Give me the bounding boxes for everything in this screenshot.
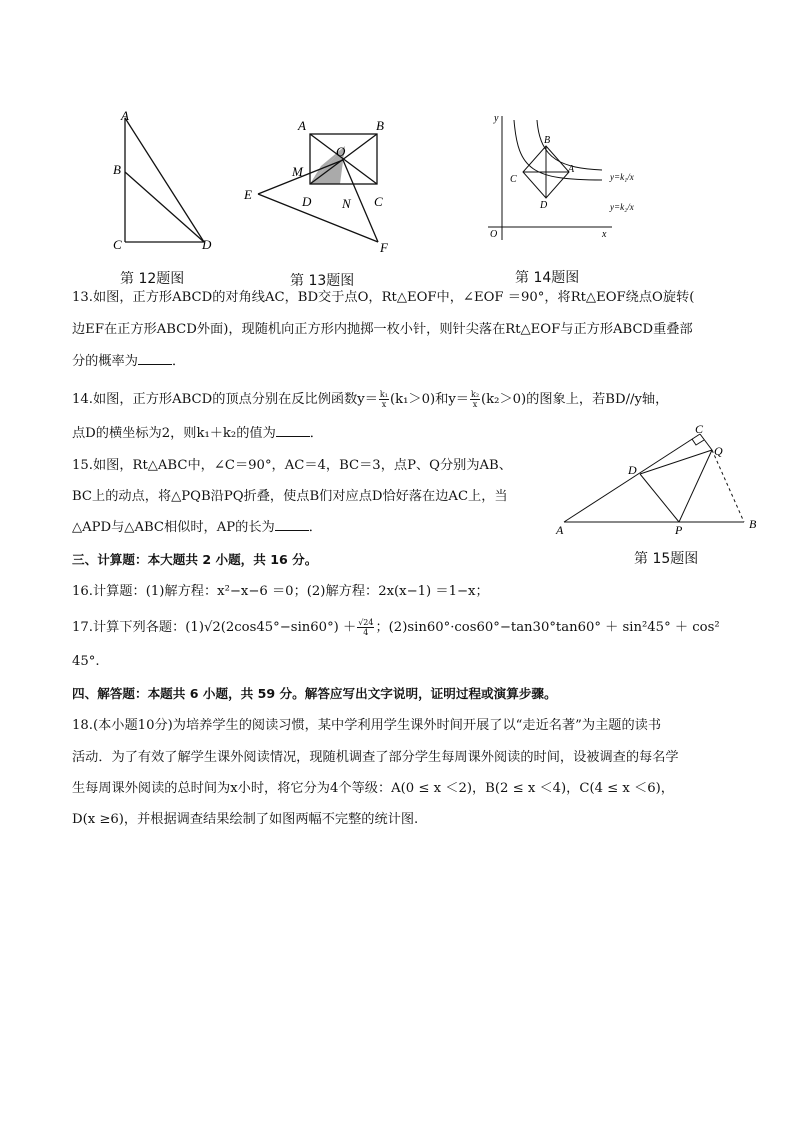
svg-text:Q: Q bbox=[714, 444, 723, 458]
svg-text:B: B bbox=[749, 517, 757, 531]
svg-text:P: P bbox=[675, 523, 683, 537]
svg-text:D: D bbox=[302, 194, 312, 209]
svg-text:A: A bbox=[298, 118, 306, 133]
fig14-caption: 第 14题图 bbox=[515, 270, 580, 286]
svg-text:N: N bbox=[342, 196, 351, 211]
svg-text:B: B bbox=[376, 118, 384, 133]
svg-text:C: C bbox=[510, 174, 517, 185]
q14-line1: 14.如图，正方形ABCD的顶点分别在反比例函数y＝ $\frac{\text{k₁}}{x}$ (k₁＞0)和y＝ $\frac{\text{k₂}}{x}$ (k₂＞0)的图象上，若BD//y轴， bbox=[72, 390, 669, 409]
answer-blank bbox=[275, 518, 309, 531]
section4-heading: 四、解答题：本题共 6 小题，共 59 分。解答应写出文字说明，证明过程或演算步骤。 bbox=[72, 686, 557, 701]
label-B: B bbox=[113, 162, 121, 177]
q18-line3: 生每周课外阅读的总时间为x小时，将它分为4个等级：A(0 ≤ x ＜2)，B(2 ≤ x ＜4)，C(4 ≤ x ＜6)， bbox=[72, 781, 674, 796]
svg-text:y=k₁/x: y=k₁/x bbox=[610, 172, 634, 182]
q16: 16.计算题：(1)解方程：x²−x−6 ＝0；(2)解方程：2x(x−1) ＝1−x； bbox=[72, 584, 489, 599]
fig12-caption: 第 12题图 bbox=[120, 271, 185, 287]
label-C: C bbox=[113, 237, 122, 252]
svg-text:y: y bbox=[494, 113, 499, 124]
svg-text:x: x bbox=[602, 229, 607, 240]
svg-text:M: M bbox=[292, 164, 303, 179]
q15-line2: BC上的动点，将△PQB沿PQ折叠，使点B们对应点D恰好落在边AC上，当 bbox=[72, 489, 508, 504]
svg-text:E: E bbox=[244, 187, 252, 202]
q17-line1: 17.计算下列各题：(1)√2(2cos45°−sin60°) ＋ $\frac{√24}{4}$ ；(2)sin60°·cos60°−tan30°tan60° ＋ sin²45° ＋ cos² bbox=[72, 618, 720, 637]
svg-text:y=k₂/x: y=k₂/x bbox=[610, 202, 634, 212]
q14-line2: 点D的横坐标为2，则k₁＋k₂的值为 ． bbox=[72, 426, 323, 441]
svg-text:D: D bbox=[628, 463, 637, 477]
answer-blank bbox=[276, 424, 310, 437]
svg-text:F: F bbox=[380, 240, 388, 255]
svg-text:B: B bbox=[544, 135, 551, 146]
q18-line1: 18.(本小题10分)为培养学生的阅读习惯，某中学利用学生课外时间开展了以“走近名著”为主题的读书 bbox=[72, 718, 662, 733]
label-D: D bbox=[202, 237, 212, 252]
q15-line1: 15.如图，Rt△ABC中，∠C＝90°，AC＝4，BC＝3，点P、Q分别为AB、 bbox=[72, 458, 512, 473]
figure-13 bbox=[240, 112, 400, 260]
figure-14 bbox=[482, 110, 652, 250]
section3-heading: 三、计算题：本大题共 2 小题，共 16 分。 bbox=[72, 552, 318, 567]
svg-text:C: C bbox=[695, 422, 704, 436]
fig15-caption: 第 15题图 bbox=[634, 551, 699, 567]
q13-line1: 13.如图，正方形ABCD的对角线AC，BD交于点O，Rt△EOF中，∠EOF ＝90°，将Rt△EOF绕点O旋转( bbox=[72, 290, 695, 305]
svg-text:O: O bbox=[490, 229, 498, 240]
q13-line3: 分的概率为 ． bbox=[72, 354, 186, 369]
svg-text:A: A bbox=[556, 523, 564, 537]
figure-12 bbox=[108, 104, 218, 256]
answer-blank bbox=[138, 352, 172, 365]
fig13-caption: 第 13题图 bbox=[290, 273, 355, 289]
q15-line3: △APD与△ABC相似时，AP的长为 ． bbox=[72, 520, 322, 535]
svg-text:A: A bbox=[568, 164, 575, 175]
svg-text:D: D bbox=[540, 200, 548, 211]
svg-text:C: C bbox=[374, 194, 383, 209]
q17-line2: 45°. bbox=[72, 654, 100, 669]
label-A: A bbox=[121, 108, 129, 123]
figure-15 bbox=[548, 420, 768, 540]
q18-line2: 活动．为了有效了解学生课外阅读情况，现随机调查了部分学生每周课外阅读的时间，设被调查的每名学 bbox=[72, 750, 679, 765]
svg-text:O: O bbox=[336, 144, 346, 159]
q18-line4: D(x ≥6)，并根据调查结果绘制了如图两幅不完整的统计图. bbox=[72, 812, 419, 827]
q13-line2: 边EF在正方形ABCD外面)，现随机向正方形内抛掷一枚小针，则针尖落在Rt△EOF与正方形ABCD重叠部 bbox=[72, 322, 693, 337]
